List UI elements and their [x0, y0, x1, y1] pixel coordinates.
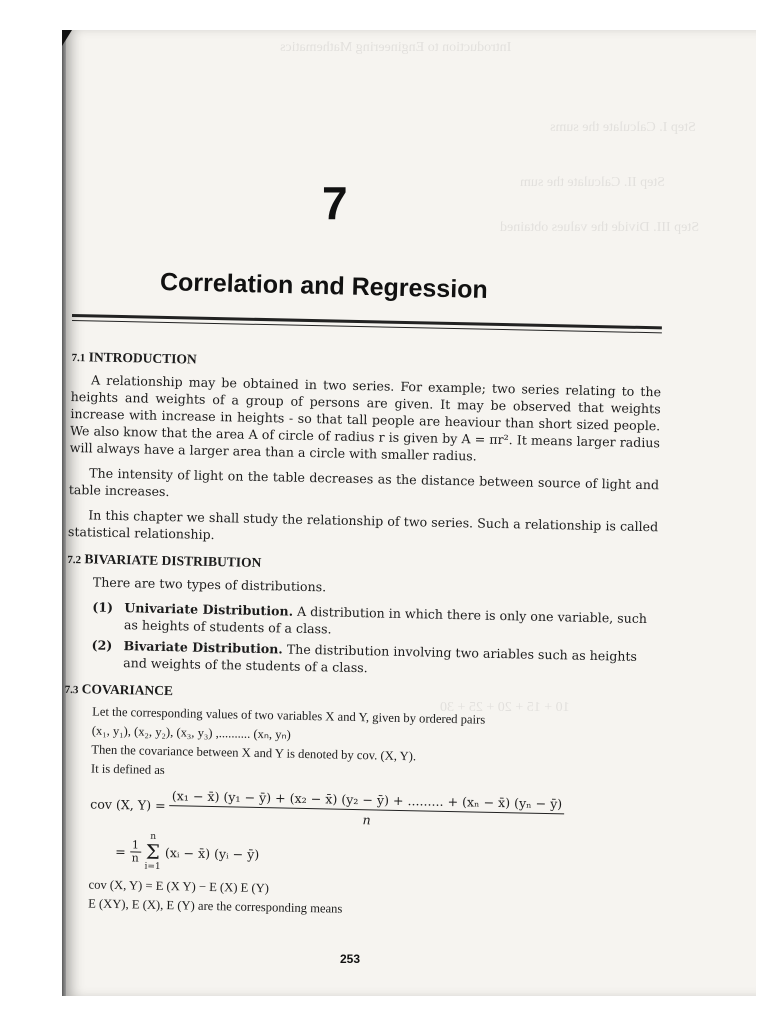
- section-heading-covariance: 7.3 COVARIANCE: [64, 681, 174, 699]
- chapter-body: [60, 338, 662, 926]
- bleed-through-text: Step I. Calculate the sums: [550, 120, 696, 135]
- page-corner: [62, 30, 72, 46]
- list-item: (2) Bivariate Distribution. The distribution involving two ariables such as heights and weights of the students of a class.: [91, 637, 638, 676]
- ordered-pairs: (x₁, y₁), (x₂, y₂), (x₃, y₃) ,.......... (xₙ, yₙ): [91, 723, 291, 742]
- intro-paragraph-1: A relationship may be obtained in two series. For example; two series relating to the heights and weights of a group of persons are given. It may be observed that weights increase with increase in heights - so that tall people are heaviour than short sized people. We also know that the area A of circle of radius r is given by A = πr². It means larger radius will always have a larger area than a circle with smaller radius.: [69, 372, 662, 464]
- list-item: (1) Univariate Distribution. A distribution in which there is only one variable, such as heights of students of a class.: [92, 599, 648, 637]
- bleed-through-text: Step II. Calculate the sum: [520, 175, 666, 190]
- chapter-title: Correlation and Regression: [159, 268, 489, 305]
- bivariate-lead: There are two types of distributions.: [92, 574, 327, 595]
- intro-paragraph-2: The intensity of light on the table decreases as the distance between source of light and table increases.: [68, 465, 660, 500]
- covariance-expectation: cov (X, Y) = E (X Y) − E (X) E (Y) E (XY), E (X), E (Y) are the corresponding means: [88, 877, 343, 916]
- covariance-formula: cov (X, Y) = (x₁ − x̄) (y₁ − ȳ) + (x₂ − x̄) (y₂ − ȳ) + ......... + (xₙ − x̄) (yₙ − ȳ) n: [62, 785, 653, 834]
- intro-paragraph-3: In this chapter we shall study the relationship of two series. Such a relationship is called statistical relationship.: [67, 507, 659, 543]
- chapter-number: 7: [322, 177, 348, 229]
- section-heading-introduction: 7.1 INTRODUCTION: [71, 349, 197, 367]
- sigma-symbol: n Σ i=1: [144, 831, 161, 872]
- bleed-through-text: Step III. Divide the values obtained: [500, 220, 700, 235]
- bleed-through-text: Introduction to Engineering Mathematics: [280, 40, 512, 55]
- page-number: 253: [340, 952, 361, 966]
- formula-numerator: (x₁ − x̄) (y₁ − ȳ) + (x₂ − x̄) (y₂ − ȳ) + ......... + (xₙ − x̄) (yₙ − ȳ): [170, 787, 565, 814]
- section-heading-bivariate: 7.2 BIVARIATE DISTRIBUTION: [67, 551, 262, 571]
- formula-denominator: n: [362, 812, 371, 828]
- bleed-through-text: 10 + 15 + 20 + 25 + 30: [440, 700, 570, 715]
- covariance-text: Let the corresponding values of two variables X and Y, given by ordered pairs (x₁, y₁), (x₂, y₂), (x₃, y₃) ,.......... (xₙ, yₙ) Then the covariance between X and Y is denoted by cov. (X, Y). It is defined as: [63, 703, 654, 789]
- summation-formula: = $\frac{1}{n}$ n Σ i=1 (xᵢ − x̄) (yᵢ − ȳ): [115, 831, 260, 872]
